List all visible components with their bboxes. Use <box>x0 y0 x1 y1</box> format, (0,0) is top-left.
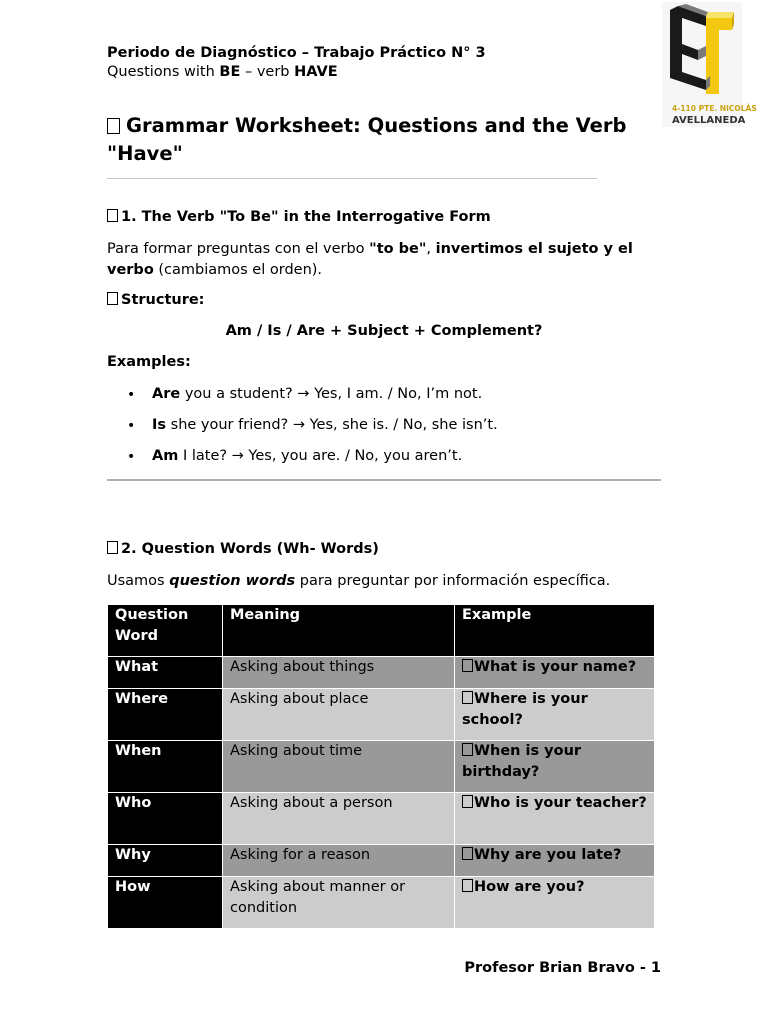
header-example: Example <box>455 605 655 657</box>
example-verb: Are <box>152 386 181 402</box>
example-text: she your friend? → Yes, she is. / No, she isn’t. <box>166 417 498 433</box>
table-row <box>108 689 655 741</box>
example-emoji-icon <box>462 743 473 756</box>
question-word-cell: Who <box>108 793 223 845</box>
example-emoji-icon <box>462 691 473 704</box>
question-words-table <box>107 604 655 929</box>
section1-heading-text: 1. The Verb "To Be" in the Interrogative Form <box>121 209 491 225</box>
example-emoji-icon <box>462 795 473 808</box>
list-item <box>152 448 462 464</box>
examples-label: Examples: <box>107 354 191 370</box>
meaning-cell: Asking about a person <box>223 793 455 845</box>
meaning-cell: Asking about things <box>223 657 455 689</box>
section2-heading <box>107 541 379 557</box>
section1-intro-pre: Para formar preguntas con el verbo <box>107 241 370 257</box>
table-row <box>108 877 655 929</box>
section-divider <box>107 479 661 481</box>
header-have: HAVE <box>294 64 338 80</box>
section2-emoji-icon <box>107 541 118 554</box>
section1-intro <box>107 239 667 281</box>
table-row <box>108 793 655 845</box>
question-word-cell: Where <box>108 689 223 741</box>
header-title: Periodo de Diagnóstico – Trabajo Práctico N° 3 <box>107 45 486 61</box>
divider <box>107 178 597 179</box>
section2-intro <box>107 571 610 592</box>
list-item <box>152 417 498 433</box>
example-cell <box>455 657 655 689</box>
example-cell <box>455 689 655 741</box>
header-subtitle <box>107 64 338 80</box>
section1-intro-bold2: invertimos el sujeto y el verbo <box>107 241 633 278</box>
example-cell <box>455 845 655 877</box>
header-subtitle-mid: – verb <box>240 64 295 80</box>
header-be: BE <box>219 64 241 80</box>
section1-intro-mid: , <box>426 241 436 257</box>
list-item <box>152 386 482 402</box>
bullet: • <box>127 449 136 465</box>
question-word-cell: When <box>108 741 223 793</box>
question-word-cell: Why <box>108 845 223 877</box>
header-question-word: Question Word <box>108 605 223 657</box>
example-text: What is your name? <box>474 659 637 675</box>
example-text: When is your birthday? <box>462 743 582 780</box>
structure-label <box>107 292 204 308</box>
example-verb: Is <box>152 417 167 433</box>
section2-intro-pre: Usamos <box>107 573 170 589</box>
bullet: • <box>127 387 136 403</box>
table-row <box>108 657 655 689</box>
structure-formula: Am / Is / Are + Subject + Complement? <box>225 323 543 339</box>
question-word-cell: How <box>108 877 223 929</box>
meaning-cell: Asking about manner or condition <box>223 877 455 929</box>
example-verb: Am <box>152 448 179 464</box>
section2-heading-text: 2. Question Words (Wh- Words) <box>121 541 379 557</box>
example-cell <box>455 741 655 793</box>
page-footer: Profesor Brian Bravo - 1 <box>464 960 661 976</box>
header-subtitle-pre: Questions with <box>107 64 220 80</box>
bullet: • <box>127 418 136 434</box>
table-header-row <box>108 605 655 657</box>
header-meaning: Meaning <box>223 605 455 657</box>
example-text: Where is your school? <box>462 691 588 728</box>
structure-label-text: Structure: <box>121 292 205 308</box>
worksheet-title <box>107 112 667 168</box>
example-emoji-icon <box>462 847 473 860</box>
section1-intro-post: (cambiamos el orden). <box>153 262 323 278</box>
section1-intro-bold1: "to be" <box>369 241 427 257</box>
title-text: Grammar Worksheet: Questions and the Verb "Have" <box>107 114 627 165</box>
structure-emoji-icon <box>107 292 118 305</box>
example-text: I late? → Yes, you are. / No, you aren’t. <box>178 448 463 464</box>
logo-bottom-text: AVELLANEDA <box>672 115 746 126</box>
title-emoji-icon <box>107 118 120 134</box>
section1-heading <box>107 209 491 225</box>
meaning-cell: Asking about time <box>223 741 455 793</box>
example-text: Why are you late? <box>474 847 622 863</box>
question-word-cell: What <box>108 657 223 689</box>
meaning-cell: Asking about place <box>223 689 455 741</box>
logo-top-text: 4-110 PTE. NICOLÁS <box>672 104 757 113</box>
example-cell <box>455 793 655 845</box>
example-emoji-icon <box>462 879 473 892</box>
section1-emoji-icon <box>107 209 118 222</box>
table-row <box>108 845 655 877</box>
example-cell <box>455 877 655 929</box>
example-text: Who is your teacher? <box>474 795 647 811</box>
example-text: How are you? <box>474 879 585 895</box>
example-text: you a student? → Yes, I am. / No, I’m not. <box>180 386 483 402</box>
meaning-cell: Asking for a reason <box>223 845 455 877</box>
section2-intro-emphasis: question words <box>169 573 296 589</box>
section2-intro-post: para preguntar por información específica. <box>295 573 611 589</box>
table-row <box>108 741 655 793</box>
example-emoji-icon <box>462 659 473 672</box>
school-logo <box>662 2 757 127</box>
